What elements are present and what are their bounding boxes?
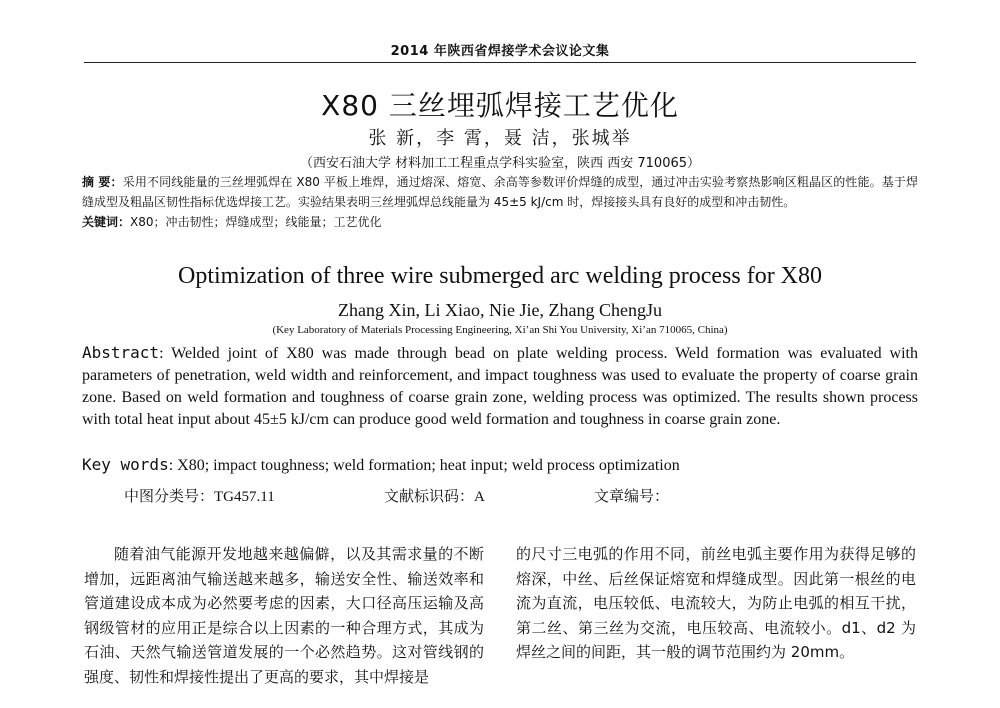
abstract-en-separator: :: [159, 345, 172, 362]
keywords-cn-label: 关键词：: [82, 215, 131, 229]
body-column-right: 的尺寸三电弧的作用不同，前丝电弧主要作用为获得足够的熔深，中丝、后丝保证熔宽和焊缝成型。因此第一根丝的电流为直流，电压较低、电流较大，为防止电弧的相互干扰，第二丝、第三丝为交流，电压较高、电流较小。d1、d2 为焊丝之间的间距，其一般的调节范围约为 20mm。: [516, 545, 916, 661]
keywords-en-label: Key words: [82, 455, 169, 474]
abstract-english: [82, 342, 918, 431]
title-english: Optimization of three wire submerged arc welding process for X80: [177, 263, 823, 289]
keywords-en-separator: :: [168, 457, 178, 474]
abstract-cn-text: 采用不同线能量的三丝埋弧焊在 X80 平板上堆焊，通过熔深、熔宽、余高等参数评价焊缝的成型，通过冲击实验考察热影响区粗晶区的性能。基于焊缝成型及粗晶区韧性指标优选焊接工艺。实验结果表明三丝埋弧焊总线能量为 45±5 kJ/cm 时，焊接接头具有良好的成型和冲击韧性。: [82, 175, 919, 209]
document-code: [384, 485, 485, 506]
clc-number: [124, 485, 275, 506]
clc-value: TG457.11: [214, 489, 275, 505]
authors-chinese: 张 新，李 霄，聂 洁，张城举: [368, 128, 632, 149]
doc-code-value: A: [474, 489, 485, 505]
article-number: [594, 485, 669, 506]
article-no-label: 文章编号：: [594, 487, 670, 505]
title-chinese: X80 三丝埋弧焊接工艺优化: [321, 89, 679, 122]
header-rule: [84, 62, 916, 63]
authors-english: Zhang Xin, Li Xiao, Nie Jie, Zhang ChengJu: [338, 300, 662, 320]
abstract-en-text: Welded joint of X80 was made through bead on plate welding process. Weld formation was evaluated with parameters of penetration, weld width and reinforcement, and impact toughness was used to evaluate the property of coarse grain zone. Based on weld formation and toughness of coarse grain zone, welding process was optimized. The results shown process with total heat input about 45±5 kJ/cm can produce good weld formation and toughness in coarse grain zone.: [82, 345, 918, 428]
abstract-chinese: [82, 172, 918, 232]
clc-label: 中图分类号：: [124, 487, 215, 505]
affiliation-english: (Key Laboratory of Materials Processing Engineering, Xi’an Shi You University, Xi’an 710065, China): [272, 324, 728, 336]
keywords-english: [82, 454, 918, 477]
doc-code-label: 文献标识码：: [384, 487, 475, 505]
keywords-cn-text: X80；冲击韧性；焊缝成型；线能量；工艺优化: [130, 215, 382, 229]
abstract-cn-label: 摘 要：: [82, 175, 123, 189]
running-head: 2014 年陕西省焊接学术会议论文集: [390, 44, 610, 59]
affiliation-chinese: （西安石油大学 材料加工工程重点学科实验室，陕西 西安 710065）: [299, 156, 701, 171]
abstract-en-label: Abstract: [82, 343, 160, 362]
body-column-left: 随着油气能源开发地越来越偏僻，以及其需求量的不断增加，远距离油气输送越来越多，输送安全性、输送效率和管道建设成本成为必然要考虑的因素，大口径高压运输及高钢级管材的应用正是综合以上因素的一种合理方式，其成为石油、天然气输送管道发展的一个必然趋势。这对管线钢的强度、韧性和焊接性提出了更高的要求，其中焊接是: [84, 545, 484, 686]
keywords-en-text: X80; impact toughness; weld formation; heat input; weld process optimization: [177, 457, 680, 474]
